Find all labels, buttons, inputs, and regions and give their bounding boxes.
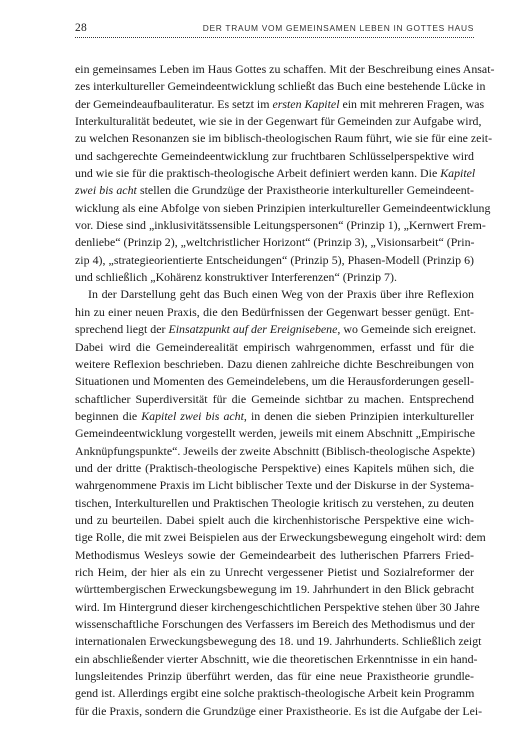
text-line [75, 304, 474, 321]
text-line [75, 529, 486, 546]
text-line [75, 286, 474, 303]
italic-text: Einsatzpunkt auf der Ereignisebene [168, 322, 338, 337]
text-run: und zu beurteilen. Dabei spielt auch die kirchenhistorische Perspektive eine wich- [75, 512, 474, 527]
text-run: und sachgerechte Gemeindeentwicklung zur fruchtbaren Schlüsselperspektive wird [75, 148, 474, 163]
running-head [75, 21, 474, 35]
text-line [75, 182, 474, 199]
text-line [75, 564, 474, 581]
italic-text: zwei bis acht [75, 183, 137, 198]
text-line [75, 391, 474, 408]
text-line [75, 633, 482, 650]
text-run: wird. Im Hintergrund dieser kirchengeschichtlichen Perspektive stehen über 30 Jahre [75, 599, 480, 614]
text-line [75, 269, 474, 286]
header-dotted-rule [75, 37, 474, 38]
text-line [75, 200, 491, 217]
text-run: wissenschaftliche Forschungen des Verfassers im Bereich des Methodismus und der [75, 617, 475, 631]
text-line [75, 148, 474, 165]
text-run: ein gemeinsames Leben im Haus Gottes zu schaffen. Mit der Beschreibung eines Ansat- [75, 62, 495, 76]
text-run: tischen, Interkulturellen und Praktischen Theologie kritisch zu verstehen, zu deuten [75, 495, 474, 510]
text-run: wahrgenommene Praxis im Licht biblischer Texte und der Diskurse in der Systema- [75, 478, 474, 493]
text-run: gend ist. Allerdings ergibt eine solche praktisch-theologische Arbeit kein Programm [75, 686, 475, 701]
text-run: Gemeindeentwicklung vorgestellt werden, jeweils mit einem Abschnitt „Empirische [75, 426, 475, 441]
text-run: In der Darstellung geht das Buch einen Weg von der Praxis über ihre Reflexion [88, 287, 474, 302]
text-line [75, 78, 486, 95]
text-run: ein abschließender vierter Abschnitt, wie die theoretischen Erkenntnisse in ein hand- [75, 651, 478, 666]
text-run: der Gemeindeaufbauliteratur. Es setzt im [75, 96, 273, 111]
text-run: Interkulturalität bedeutet, wie sie in der Gegenwart für Gemeinden zur Aufgabe wird, [75, 114, 482, 129]
text-line [75, 252, 474, 269]
text-line [75, 408, 474, 425]
text-line [75, 130, 493, 147]
running-title: DER TRAUM VOM GEMEINSAMEN LEBEN IN GOTTES HAUS [202, 23, 474, 33]
text-line [75, 547, 474, 564]
text-line [75, 356, 474, 373]
text-run: für die Praxis, sondern die Grundzüge einer Praxistheorie. Es ist die Aufgabe der Lei- [75, 703, 483, 718]
text-run: tige Rolle, die mit zwei Beispielen aus der Erweckungsbewegung eingeholt wird: dem [75, 530, 486, 545]
text-run: zip 4), „strategieorientierte Entscheidungen“ (Prinzip 5), Phasen-Modell (Prinzip 6) [75, 252, 474, 267]
text-line [75, 651, 478, 668]
text-line [75, 234, 474, 251]
text-line [75, 599, 480, 616]
text-run: und wie sie für die praktisch-theologische Arbeit definiert werden kann. Die [75, 166, 441, 181]
text-run: zes interkultureller Gemeindeentwicklung schließt das Buch eine bestehende Lücke in [75, 79, 486, 94]
text-run: sprechend liegt der [75, 322, 169, 337]
text-run: Situationen und Momenten des Gemeindelebens, um die Herausforderungen gesell- [75, 374, 474, 389]
text-run: schaftlicher Superdiversität für die Gemeinde sichtbar zu machen. Entsprechend [75, 391, 474, 406]
text-run: Dabei wird die Gemeinderealität empirisch wahrgenommen, erfasst und für die [75, 339, 474, 354]
text-run: internationalen Erweckungsbewegung des 18. und 19. Jahrhunderts. Schließlich zeigt [75, 634, 482, 649]
text-line [75, 339, 474, 356]
text-line [75, 685, 474, 702]
text-line [75, 477, 474, 494]
text-line [75, 321, 477, 338]
text-line [75, 165, 474, 182]
page-number: 28 [75, 22, 88, 34]
text-run: zu welchen Resonanzen sie im biblisch-theologischen Raum führt, wie sie für eine zeit- [75, 131, 493, 146]
text-run: , wo Gemeinde sich ereignet. [337, 322, 477, 337]
body-text [75, 61, 495, 720]
text-run: Anknüpfungspunkte“. Jeweils der zweite Abschnitt (Biblisch-theologische Aspekte) [75, 443, 475, 458]
text-run: Methodismus Wesleys sowie der Gemeindearbeit des lutherischen Pfarrers Fried- [75, 547, 474, 562]
text-run: weitere Reflexion beschrieben. Dazu dienen zahlreiche dichte Beschreibungen von [75, 356, 474, 371]
text-run: beginnen die [75, 408, 142, 423]
text-run: württembergischen Erweckungsbewegung im 19. Jahrhundert in den Blick gebracht [75, 582, 474, 597]
text-run: und schließlich „Kohärenz konstruktiver Interferenzen“ (Prinzip 7). [75, 270, 397, 285]
text-run: lungsleitendes Prinzip überführt werden, das für eine neue Praxistheorie grundle- [75, 669, 474, 684]
paragraph [75, 286, 486, 720]
text-line [75, 96, 485, 113]
text-line [75, 113, 482, 130]
text-run: rich Heim, der hier als ein zu Unrecht vergessener Pietist und Sozialreformer der [75, 564, 474, 579]
text-run: stellen die Grundzüge der Praxistheorie interkultureller Gemeindeent- [136, 183, 474, 198]
text-line [75, 616, 474, 633]
text-run: wicklung als eine Abfolge von sieben Prinzipien interkultureller Gemeindeentwicklung [75, 200, 491, 215]
text-line [75, 460, 474, 477]
italic-text: ersten Kapitel [272, 96, 340, 111]
text-line [75, 668, 474, 685]
text-line [75, 373, 474, 390]
text-line [75, 495, 474, 512]
text-run: , in denen die sieben Prinzipien interkultureller [243, 408, 474, 423]
text-run: vor. Diese sind „inklusivitätssensible Leitungspersonen“ (Prinzip 1), „Kernwert Frem- [75, 218, 486, 233]
text-line [75, 581, 474, 598]
text-run: und der dritte (Praktisch-theologische Perspektive) eines Kapitels mühen sich, die [75, 460, 474, 475]
paragraph [75, 61, 495, 286]
text-run: denliebe“ (Prinzip 2), „weltchristlicher Horizont“ (Prinzip 3), „Visionsarbeit“ (Prin- [75, 235, 475, 250]
text-line [75, 61, 495, 78]
text-line [75, 512, 474, 529]
italic-text: Kapitel zwei bis acht [141, 408, 244, 423]
text-line [75, 217, 486, 234]
text-line [75, 703, 483, 720]
text-run: ein mit mehreren Fragen, was [339, 96, 485, 111]
text-line [75, 425, 474, 442]
italic-text: Kapitel [440, 166, 476, 181]
text-run: hin zu einer neuen Praxis, die den Bedürfnissen der Gegenwart besser genügt. Ent- [75, 304, 474, 319]
text-line [75, 443, 474, 460]
